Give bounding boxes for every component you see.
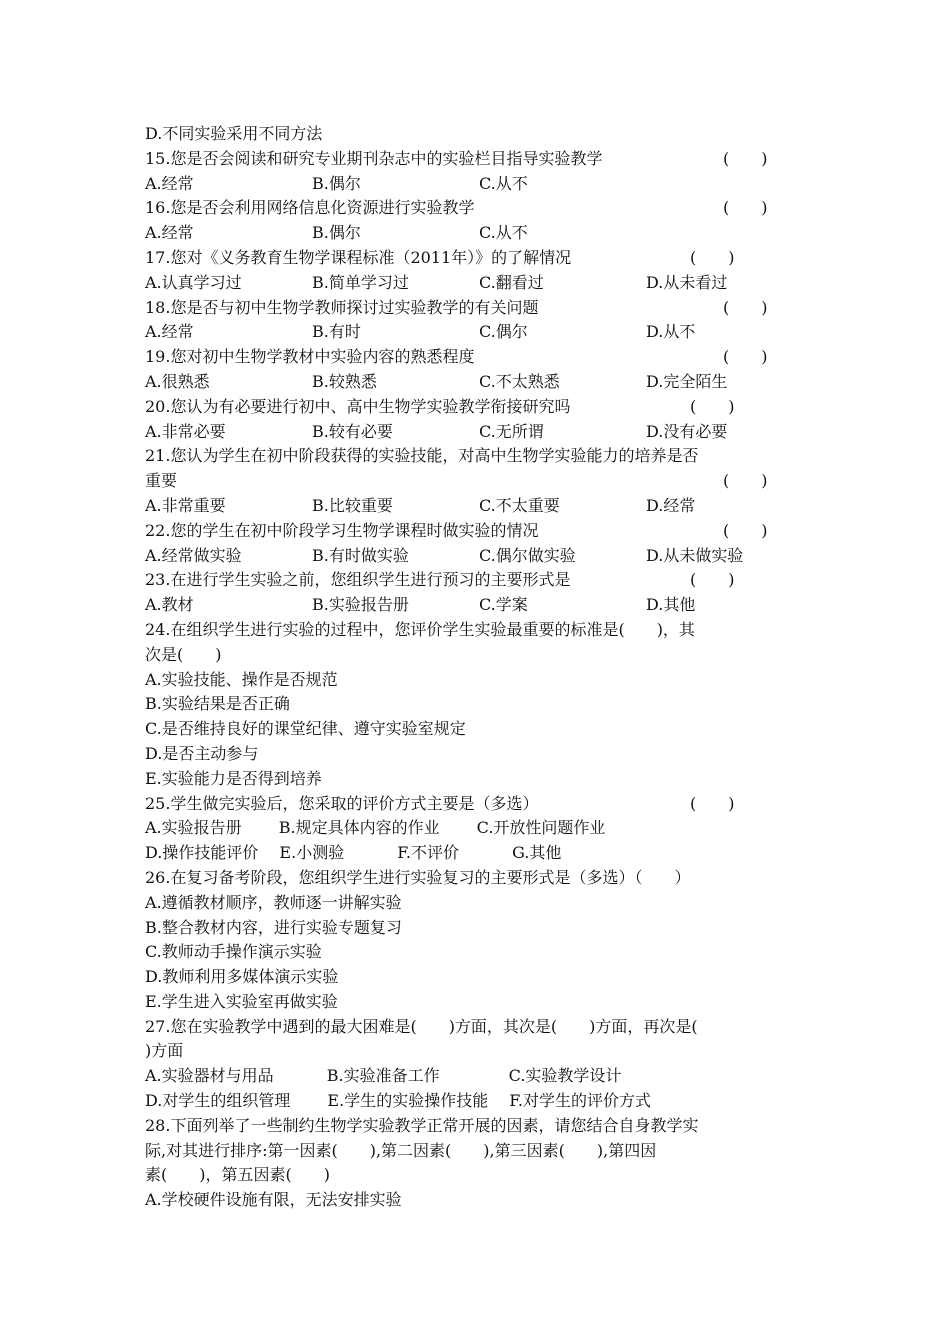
option: B.较有必要 <box>312 421 393 441</box>
answer-blank: ( ) <box>690 247 735 267</box>
option: B.实验结果是否正确 <box>145 694 290 714</box>
answer-blank: ( ) <box>690 570 735 590</box>
question-17: 17.您对《义务教育生物学课程标准（2011年）》的了解情况 ( ) <box>145 246 810 271</box>
answer-blank: ( ) <box>723 347 768 367</box>
question-19: 19.您对初中生物学教材中实验内容的熟悉程度 ( ) <box>145 345 810 370</box>
option: C.不太重要 <box>479 495 560 515</box>
question-15: 15.您是否会阅读和研究专业期刊杂志中的实验栏目指导实验教学 ( ) <box>145 147 810 172</box>
question-18: 18.您是否与初中生物学教师探讨过实验教学的有关问题 ( ) <box>145 296 810 321</box>
option: E.学生进入实验室再做实验 <box>145 991 338 1011</box>
question-22: 22.您的学生在初中阶段学习生物学课程时做实验的情况 ( ) <box>145 519 810 544</box>
option: B.偶尔 <box>312 223 361 243</box>
document-page <box>145 122 810 1213</box>
question-23: 23.在进行学生实验之前，您组织学生进行预习的主要形式是 ( ) <box>145 568 810 593</box>
option: C.教师动手操作演示实验 <box>145 942 322 962</box>
option: C.从不 <box>479 173 528 193</box>
option: D.从未做实验 <box>646 545 744 565</box>
option: C.是否维持良好的课堂纪律、遵守实验室规定 <box>145 719 466 739</box>
options-21 <box>145 494 810 519</box>
question-27: 27.您在实验教学中遇到的最大困难是( )方面，其次是( )方面，再次是( <box>145 1016 698 1036</box>
option: A.经常 <box>145 223 194 243</box>
options-19 <box>145 370 810 395</box>
option: A.非常必要 <box>145 421 226 441</box>
question-21-cont: 重要 ( ) <box>145 469 810 494</box>
question-28-cont2: 素( )，第五因素( ) <box>145 1165 330 1185</box>
options-17 <box>145 271 810 296</box>
answer-blank: ( ) <box>723 297 768 317</box>
option: D.没有必要 <box>646 421 728 441</box>
option: C.翻看过 <box>479 272 544 292</box>
option: B.有时做实验 <box>312 545 409 565</box>
option: A.经常做实验 <box>145 545 242 565</box>
option: D.从未看过 <box>646 272 728 292</box>
options-15 <box>145 172 810 197</box>
options-18 <box>145 320 810 345</box>
option: E.实验能力是否得到培养 <box>145 768 322 788</box>
question-24-cont: 次是( ) <box>145 644 222 664</box>
answer-blank: ( ) <box>690 396 735 416</box>
answer-blank: ( ) <box>723 471 768 491</box>
answer-blank: ( ) <box>723 148 768 168</box>
answer-blank: ( ) <box>690 793 735 813</box>
option: D.是否主动参与 <box>145 743 259 763</box>
option: A.认真学习过 <box>145 272 242 292</box>
option: C.从不 <box>479 223 528 243</box>
question-28: 28.下面列举了一些制约生物学实验教学正常开展的因素，请您结合自身教学实 <box>145 1115 699 1135</box>
question-27-cont: )方面 <box>145 1041 184 1061</box>
option: D.教师利用多媒体演示实验 <box>145 967 339 987</box>
option: B.比较重要 <box>312 495 393 515</box>
option: A.实验技能、操作是否规范 <box>145 669 338 689</box>
option: A.教材 <box>145 595 194 615</box>
option: A.学校硬件设施有限，无法安排实验 <box>145 1190 402 1210</box>
option: B.较熟悉 <box>312 371 377 391</box>
option: B.有时 <box>312 322 361 342</box>
option: C.偶尔 <box>479 322 528 342</box>
option: B.简单学习过 <box>312 272 409 292</box>
option: D.完全陌生 <box>646 371 728 391</box>
option: D.经常 <box>646 495 696 515</box>
question-25: 25.学生做完实验后，您采取的评价方式主要是（多选） ( ) <box>145 792 810 817</box>
question-24: 24.在组织学生进行实验的过程中，您评价学生实验最重要的标准是( )，其 <box>145 619 695 639</box>
option: A.遵循教材顺序，教师逐一讲解实验 <box>145 892 402 912</box>
options-23 <box>145 593 810 618</box>
question-28-cont: 际,对其进行排序:第一因素( ),第二因素( ),第三因素( ),第四因 <box>145 1140 657 1160</box>
text-line: D.不同实验采用不同方法 <box>145 124 323 143</box>
options-25-row2: D.操作技能评价 E.小测验 F.不评价 G.其他 <box>145 843 562 863</box>
option: C.无所谓 <box>479 421 544 441</box>
question-21: 21.您认为学生在初中阶段获得的实验技能，对高中生物学实验能力的培养是否 <box>145 446 699 466</box>
options-20 <box>145 420 810 445</box>
option: C.学案 <box>479 595 528 615</box>
option: D.从不 <box>646 322 696 342</box>
question-16: 16.您是否会利用网络信息化资源进行实验教学 ( ) <box>145 196 810 221</box>
option: C.偶尔做实验 <box>479 545 576 565</box>
options-22 <box>145 544 810 569</box>
answer-blank: ( ) <box>723 520 768 540</box>
option: A.非常重要 <box>145 495 226 515</box>
options-16 <box>145 221 810 246</box>
option: A.很熟悉 <box>145 371 210 391</box>
option: A.经常 <box>145 173 194 193</box>
option: B.整合教材内容，进行实验专题复习 <box>145 917 402 937</box>
options-25-row1: A.实验报告册 B.规定具体内容的作业 C.开放性问题作业 <box>145 818 606 838</box>
options-27-row2: D.对学生的组织管理 E.学生的实验操作技能 F.对学生的评价方式 <box>145 1091 651 1111</box>
question-26: 26.在复习备考阶段，您组织学生进行实验复习的主要形式是（多选）（ ） <box>145 867 691 887</box>
option: C.不太熟悉 <box>479 371 560 391</box>
options-27-row1: A.实验器材与用品 B.实验准备工作 C.实验教学设计 <box>145 1066 622 1086</box>
option: A.经常 <box>145 322 194 342</box>
answer-blank: ( ) <box>723 198 768 218</box>
option: B.偶尔 <box>312 173 361 193</box>
option: D.其他 <box>646 595 696 615</box>
option: B.实验报告册 <box>312 595 409 615</box>
question-20: 20.您认为有必要进行初中、高中生物学实验教学衔接研究吗 ( ) <box>145 395 810 420</box>
